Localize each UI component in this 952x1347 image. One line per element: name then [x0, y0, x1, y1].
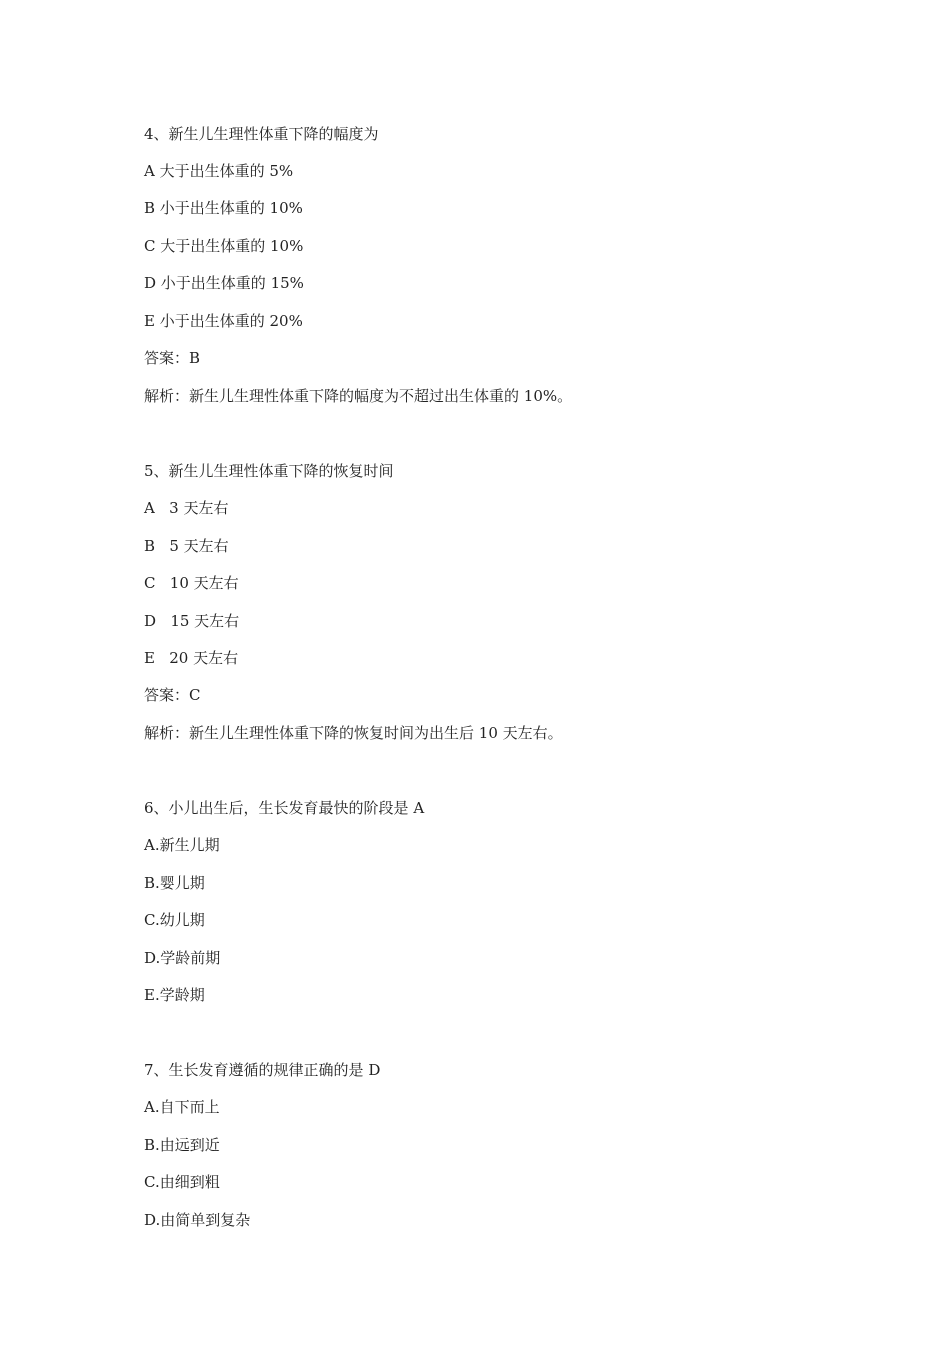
- question-5-option-d: D 15 天左右: [144, 612, 240, 630]
- question-6-option-c: C.幼儿期: [144, 911, 205, 929]
- question-7-option-d: D.由简单到复杂: [144, 1211, 251, 1229]
- question-6-option-a: A.新生儿期: [144, 836, 220, 854]
- question-6-option-e: E.学龄期: [144, 986, 205, 1004]
- question-4-option-b: B 小于出生体重的 10%: [144, 199, 303, 217]
- question-5-option-c: C 10 天左右: [144, 574, 239, 592]
- question-4-option-e: E 小于出生体重的 20%: [144, 312, 303, 330]
- question-5-option-b: B 5 天左右: [144, 537, 229, 555]
- question-5-stem: 5、新生儿生理性体重下降的恢复时间: [144, 462, 394, 480]
- question-5-option-a: A 3 天左右: [144, 499, 229, 517]
- question-4-option-a: A 大于出生体重的 5%: [144, 162, 294, 180]
- question-5-answer: 答案：C: [144, 686, 201, 704]
- question-4-explanation: 解析：新生儿生理性体重下降的幅度为不超过出生体重的 10%。: [144, 387, 573, 405]
- question-4-option-d: D 小于出生体重的 15%: [144, 274, 304, 292]
- question-6-option-d: D.学龄前期: [144, 949, 221, 967]
- question-4-stem: 4、新生儿生理性体重下降的幅度为: [144, 125, 379, 143]
- question-7-option-a: A.自下而上: [144, 1098, 220, 1116]
- question-6-stem: 6、小儿出生后，生长发育最快的阶段是 A: [144, 799, 425, 817]
- question-4-answer: 答案：B: [144, 349, 201, 367]
- question-5-option-e: E 20 天左右: [144, 649, 239, 667]
- question-7-option-c: C.由细到粗: [144, 1173, 220, 1191]
- question-5-explanation: 解析：新生儿生理性体重下降的恢复时间为出生后 10 天左右。: [144, 724, 563, 742]
- question-6-option-b: B.婴儿期: [144, 874, 205, 892]
- question-7-stem: 7、生长发育遵循的规律正确的是 D: [144, 1061, 381, 1079]
- question-7-option-b: B.由远到近: [144, 1136, 220, 1154]
- question-4-option-c: C 大于出生体重的 10%: [144, 237, 304, 255]
